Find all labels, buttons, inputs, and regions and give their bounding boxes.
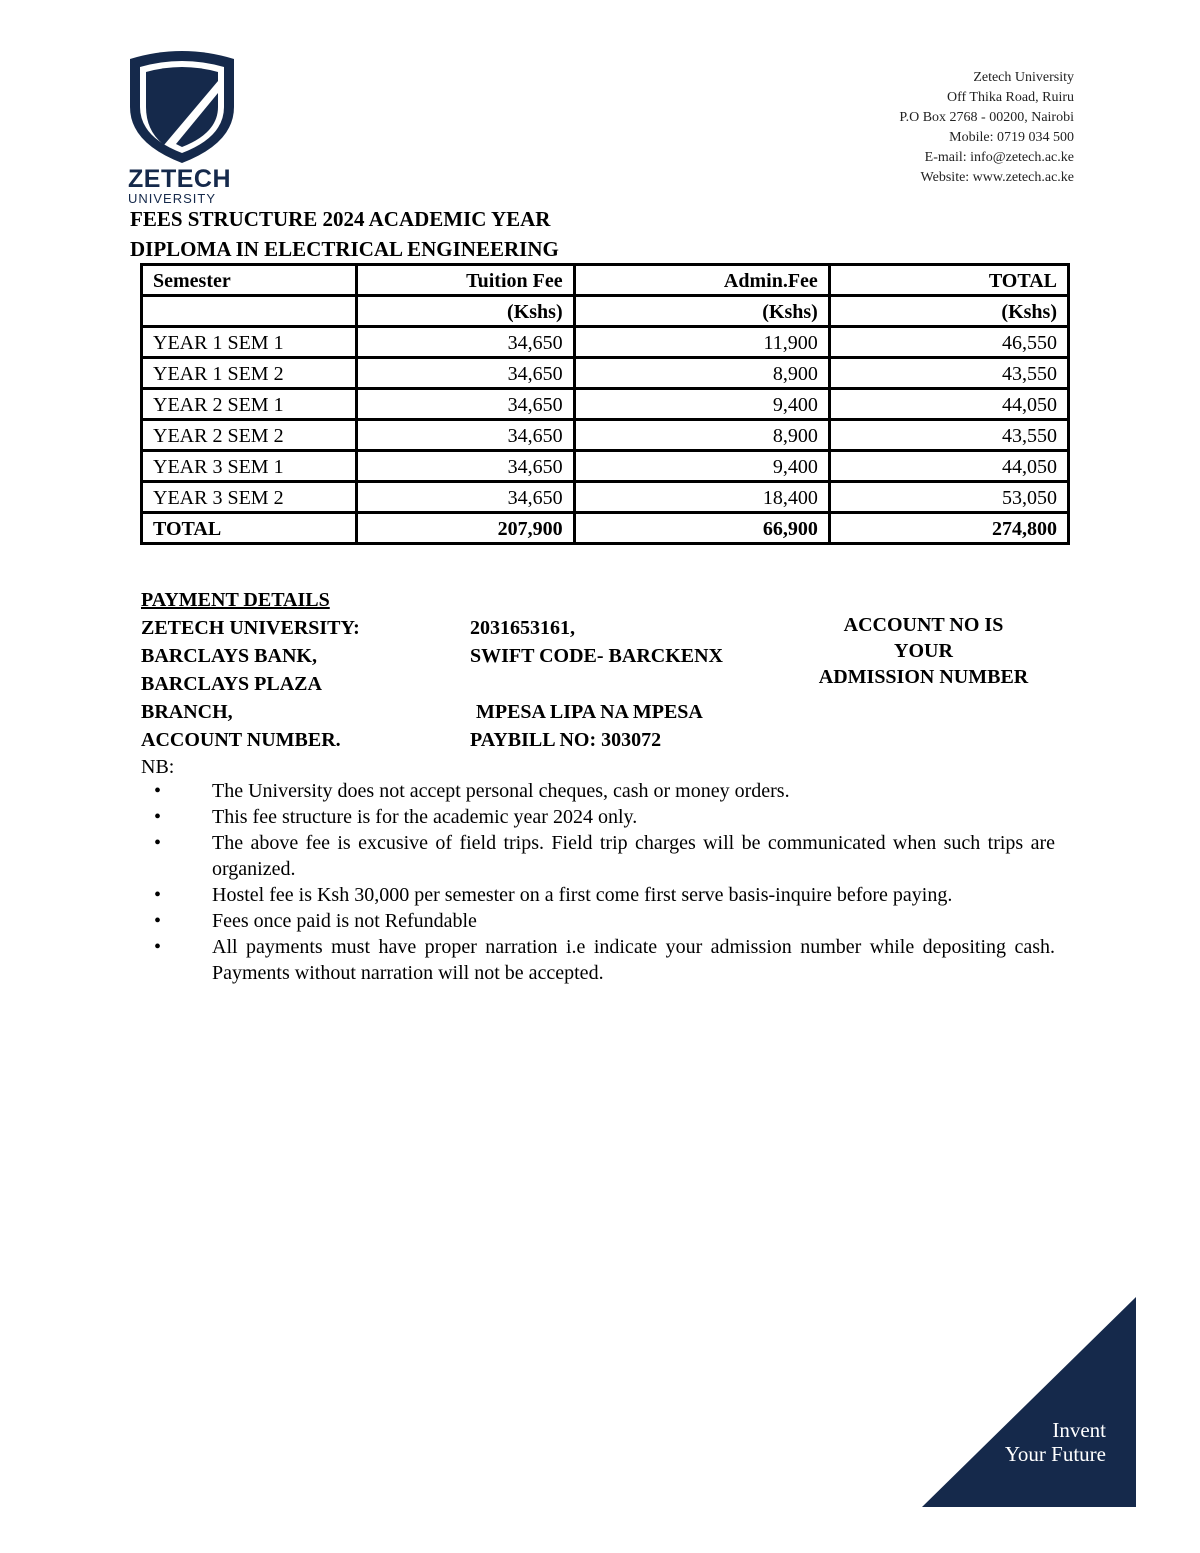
subheader-cell: (Kshs) — [829, 296, 1068, 327]
table-cell: 8,900 — [574, 358, 829, 389]
bank-details — [141, 614, 360, 754]
bullet-icon: • — [154, 936, 162, 958]
account-note-line: ADMISSION NUMBER — [818, 666, 1029, 688]
table-cell: 34,650 — [357, 389, 574, 420]
subheader-cell: (Kshs) — [357, 296, 574, 327]
bullet-icon: • — [154, 832, 162, 854]
table-cell: YEAR 2 SEM 2 — [142, 420, 357, 451]
shield-icon — [122, 45, 242, 165]
table-cell: 9,400 — [574, 389, 829, 420]
total-cell: 207,900 — [357, 513, 574, 544]
slogan-line: Invent — [1052, 1418, 1106, 1442]
logo-wordmark: ZETECH — [128, 165, 231, 193]
bank-line: BARCLAYS PLAZA — [141, 673, 322, 695]
table-row — [142, 451, 1069, 482]
list-item: • Hostel fee is Ksh 30,000 per semester on a first come first serve basis-inquire before paying. — [154, 884, 953, 906]
table-cell: 44,050 — [829, 389, 1068, 420]
header-cell: Admin.Fee — [574, 265, 829, 296]
list-item: • The University does not accept personal cheques, cash or money orders. — [154, 780, 790, 802]
total-cell: 66,900 — [574, 513, 829, 544]
list-item: • All payments must have proper narration i.e indicate your admission number while depositing cash. Payments without narration will not be accepted. — [154, 936, 1055, 984]
table-cell: 9,400 — [574, 451, 829, 482]
bank-line: BRANCH, — [141, 701, 233, 723]
table-cell: 8,900 — [574, 420, 829, 451]
title-line-2: DIPLOMA IN ELECTRICAL ENGINEERING — [130, 237, 559, 261]
table-cell: 11,900 — [574, 327, 829, 358]
table-cell: YEAR 3 SEM 1 — [142, 451, 357, 482]
list-item: • The above fee is excusive of field trips. Field trip charges will be communicated when such trips are organized. — [154, 832, 1055, 880]
address-line: Off Thika Road, Ruiru — [946, 90, 1074, 105]
nb-label: NB: — [141, 756, 175, 778]
address-line: Mobile: 0719 034 500 — [949, 130, 1074, 145]
header-cell: Semester — [142, 265, 357, 296]
table-cell: 44,050 — [829, 451, 1068, 482]
bank-line: ZETECH UNIVERSITY: — [141, 617, 360, 639]
corner-triangle — [922, 1297, 1136, 1507]
table-total-row — [142, 513, 1069, 544]
table-cell: 18,400 — [574, 482, 829, 513]
table-cell: 53,050 — [829, 482, 1068, 513]
table-cell: 34,650 — [357, 451, 574, 482]
address-line: Website: www.zetech.ac.ke — [920, 170, 1074, 185]
header-cell: TOTAL — [829, 265, 1068, 296]
table-cell: YEAR 2 SEM 1 — [142, 389, 357, 420]
address-line: E-mail: info@zetech.ac.ke — [924, 150, 1074, 165]
header-cell: Tuition Fee — [357, 265, 574, 296]
subheader-cell — [142, 296, 357, 327]
list-item: • This fee structure is for the academic year 2024 only. — [154, 806, 638, 828]
payment-details-heading: PAYMENT DETAILS — [141, 589, 330, 611]
logo-subtitle: UNIVERSITY — [128, 191, 217, 206]
bullet-icon: • — [154, 884, 162, 906]
list-item: • Fees once paid is not Refundable — [154, 910, 477, 932]
table-row — [142, 327, 1069, 358]
table-subheader-row — [142, 296, 1069, 327]
bullet-icon: • — [154, 910, 162, 932]
table-row — [142, 420, 1069, 451]
paybill-number: PAYBILL NO: 303072 — [470, 729, 662, 751]
table-cell: YEAR 1 SEM 1 — [142, 327, 357, 358]
table-row — [142, 389, 1069, 420]
swift-code: SWIFT CODE- BARCKENX — [470, 645, 723, 667]
account-note-line: ACCOUNT NO IS — [843, 614, 1004, 636]
bank-line: ACCOUNT NUMBER. — [141, 729, 341, 751]
table-cell: 46,550 — [829, 327, 1068, 358]
bullet-icon: • — [154, 780, 162, 802]
title-line-1: FEES STRUCTURE 2024 ACADEMIC YEAR — [130, 207, 551, 231]
slogan — [1005, 1418, 1106, 1466]
address-block — [899, 68, 1074, 188]
table-cell: YEAR 1 SEM 2 — [142, 358, 357, 389]
table-cell: 34,650 — [357, 358, 574, 389]
total-cell: TOTAL — [142, 513, 357, 544]
table-cell: 34,650 — [357, 327, 574, 358]
address-line: Zetech University — [973, 70, 1074, 85]
account-note — [796, 612, 1051, 690]
table-row — [142, 358, 1069, 389]
subheader-cell: (Kshs) — [574, 296, 829, 327]
notes-list — [150, 778, 1055, 986]
address-line: P.O Box 2768 - 00200, Nairobi — [899, 110, 1074, 125]
table-header-row — [142, 265, 1069, 296]
account-number: 2031653161, — [470, 617, 575, 639]
table-cell: YEAR 3 SEM 2 — [142, 482, 357, 513]
bullet-icon: • — [154, 806, 162, 828]
total-cell: 274,800 — [829, 513, 1068, 544]
mpesa-label: MPESA LIPA NA MPESA — [476, 701, 703, 723]
document-title — [130, 204, 559, 264]
table-cell: 43,550 — [829, 420, 1068, 451]
slogan-line: Your Future — [1004, 1442, 1106, 1466]
account-note-line: YOUR — [894, 640, 953, 662]
table-row — [142, 482, 1069, 513]
table-cell: 34,650 — [357, 482, 574, 513]
table-cell: 43,550 — [829, 358, 1068, 389]
account-details — [470, 614, 723, 754]
table-cell: 34,650 — [357, 420, 574, 451]
fees-table — [140, 263, 1070, 545]
bank-line: BARCLAYS BANK, — [141, 645, 317, 667]
